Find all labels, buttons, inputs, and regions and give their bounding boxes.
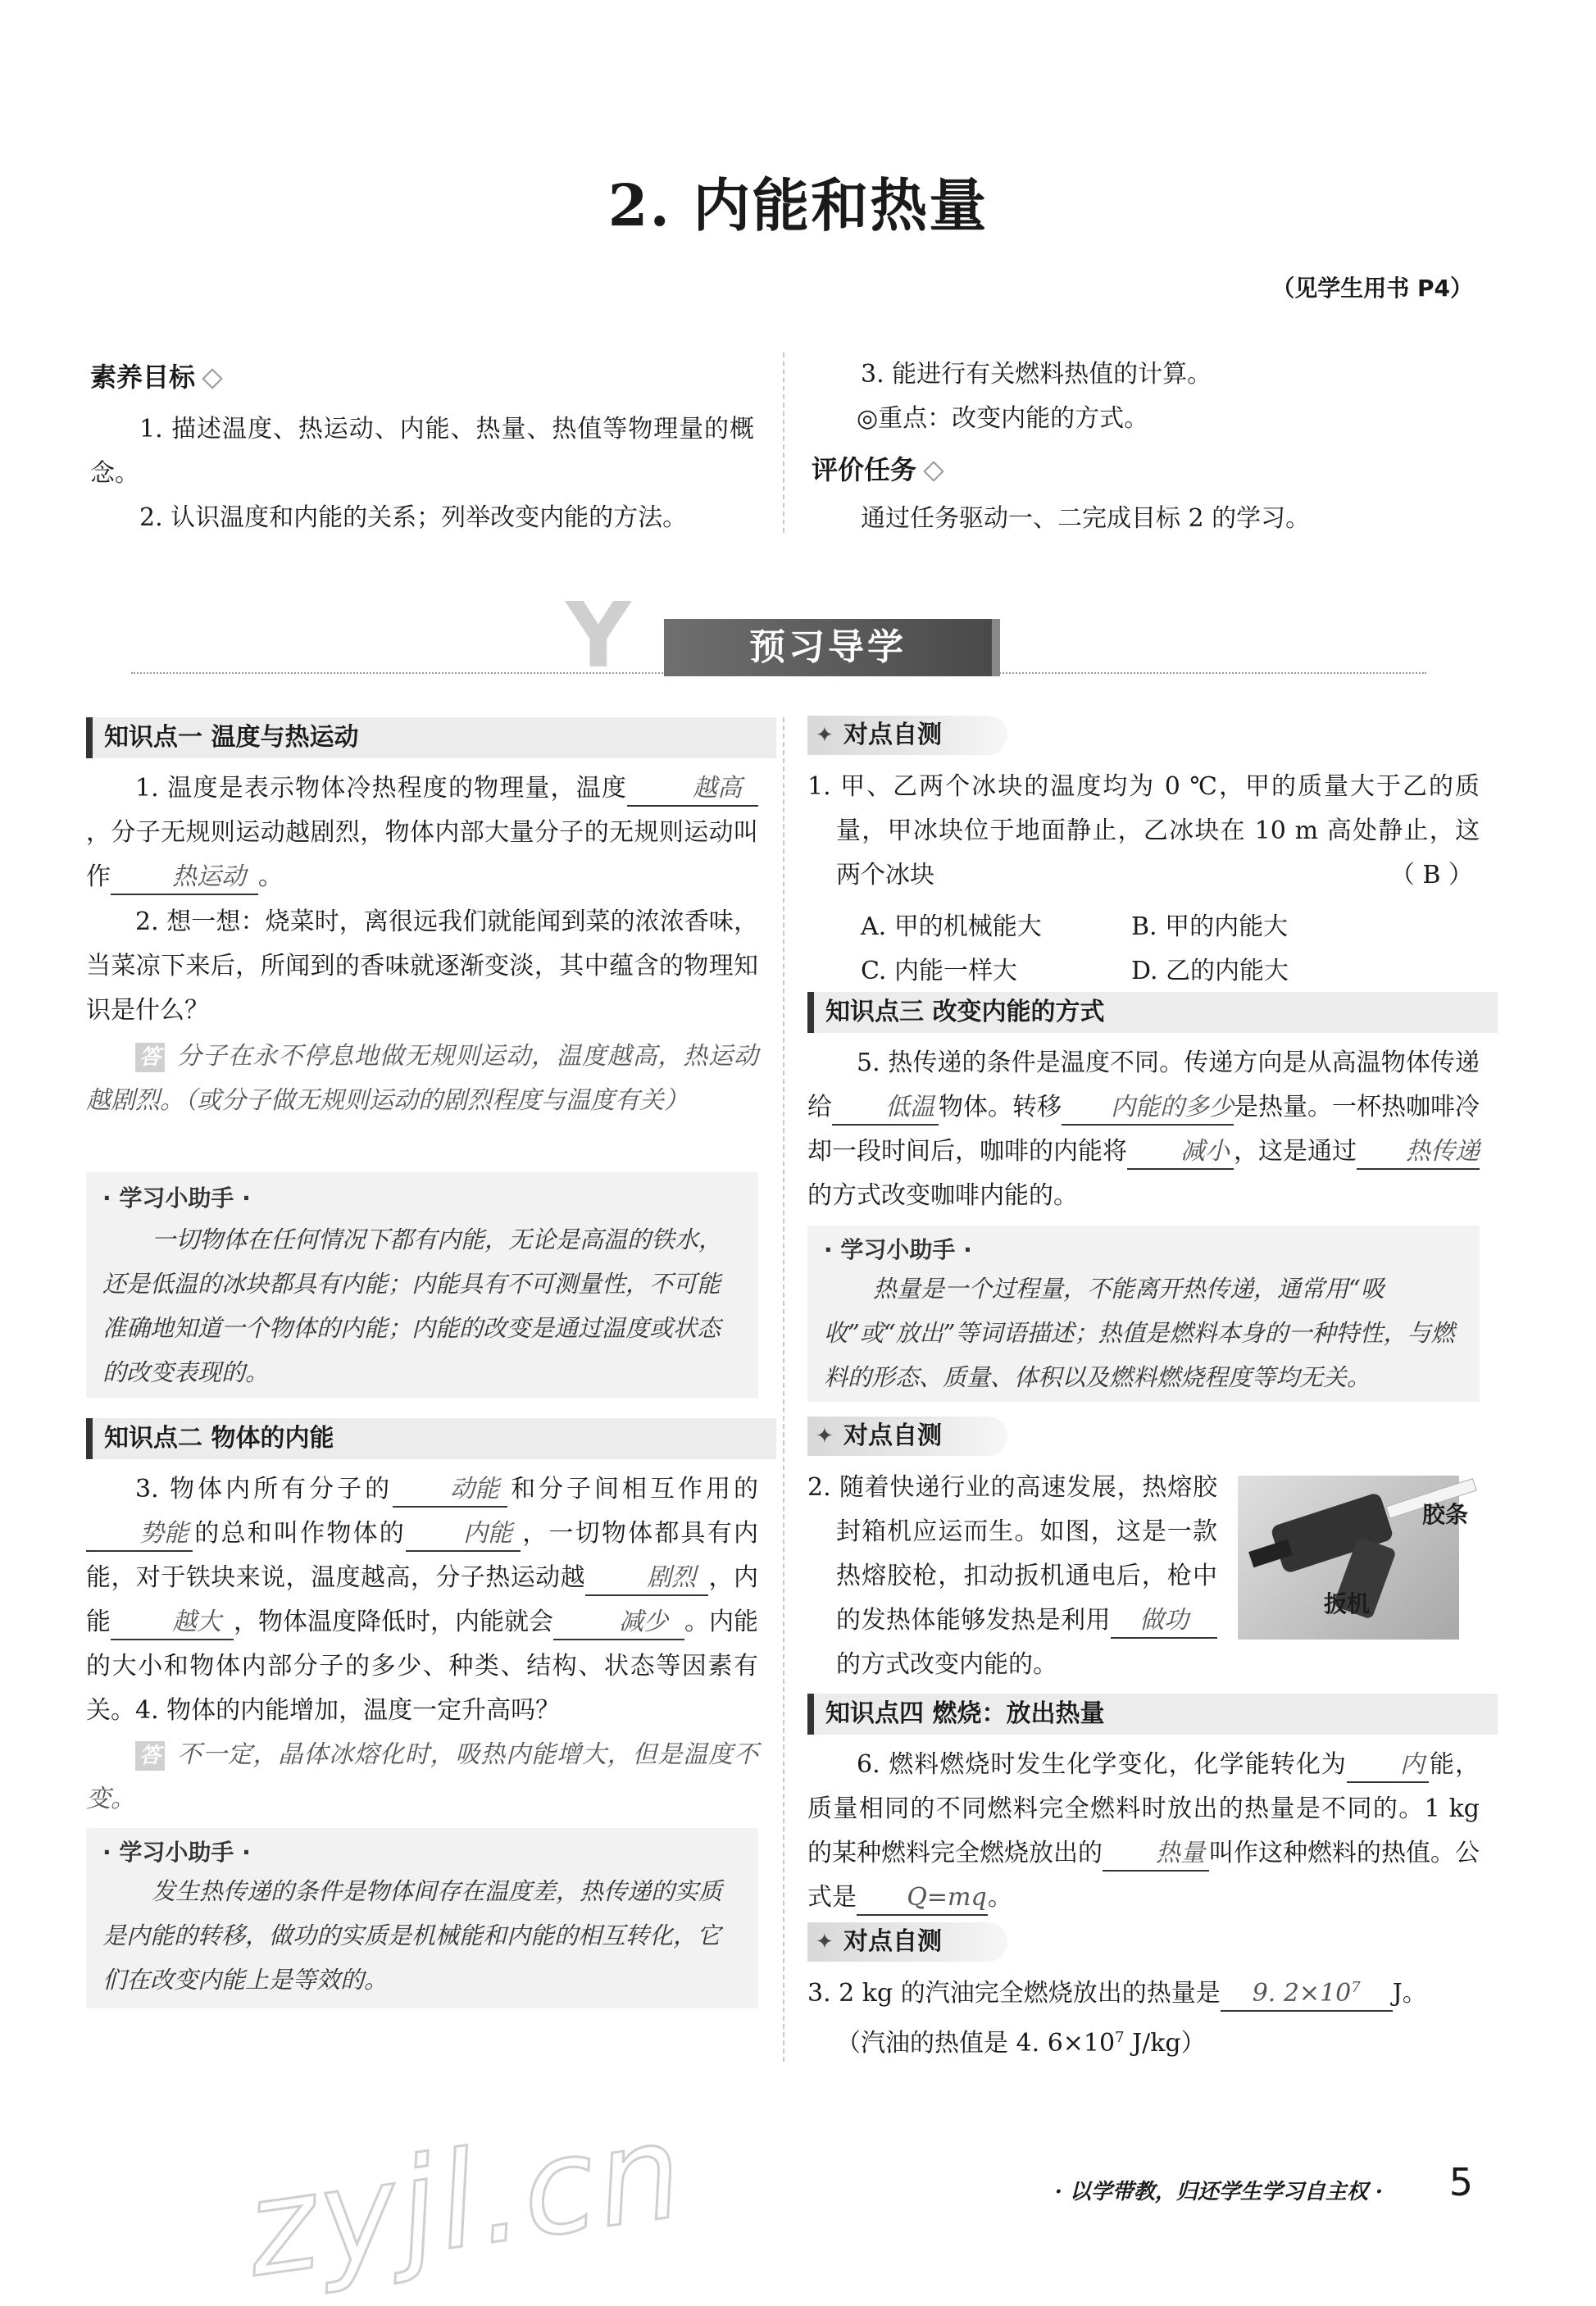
self-test-heading-3: ✦ 对点自测 bbox=[807, 1922, 1007, 1962]
answer-blank: 势能 bbox=[86, 1517, 193, 1552]
footer-motto: · 以学带教，归还学生学习自主权 · bbox=[1054, 2180, 1383, 2204]
key-point: ◎重点：改变内能的方式。 bbox=[857, 404, 1149, 433]
watermark: zyjl.cn bbox=[237, 2093, 694, 2306]
answer-blank: 内 bbox=[1347, 1749, 1429, 1783]
answer-blank: 热传递 bbox=[1357, 1135, 1480, 1170]
answer-blank: 低温 bbox=[832, 1091, 939, 1126]
option-a: A. 甲的机械能大 bbox=[861, 912, 1042, 941]
helper-title: · 学习小助手 · bbox=[102, 1839, 251, 1866]
answer-blank: 内能的多少 bbox=[1062, 1091, 1234, 1126]
goal-item-3: 3. 能进行有关燃料热值的计算。 bbox=[861, 360, 1212, 389]
helper-title: · 学习小助手 · bbox=[102, 1185, 251, 1212]
label-glue-stick: 胶条 bbox=[1422, 1501, 1469, 1528]
test-question-1: 1. 甲、乙两个冰块的温度均为 0 ℃，甲的质量大于乙的质量，甲冰块位于地面静止，乙冰块在 10 m 高处静止，这两个冰块 bbox=[807, 772, 1480, 889]
page-title: 2. 内能和热量 bbox=[607, 171, 989, 239]
knowledge-point-3: 知识点三 改变内能的方式 bbox=[807, 992, 1498, 1033]
self-test-heading-1: ✦ 对点自测 bbox=[807, 716, 1007, 755]
goal-item-2: 2. 认识温度和内能的关系；列举改变内能的方法。 bbox=[139, 503, 688, 532]
helper-box-1 bbox=[86, 1172, 758, 1398]
eval-heading: 评价任务 bbox=[812, 449, 941, 487]
knowledge-point-4: 知识点四 燃烧：放出热量 bbox=[807, 1694, 1498, 1735]
test-question-2: 2. 随着快递行业的高速发展，热熔胶封箱机应运而生。如图，这是一款热熔胶枪，扣动扳机通电后，枪中的发热体能够发热是利用 做功的方式改变内能的。 bbox=[807, 1473, 1217, 1679]
answer-blank: 9. $2\times 10^7$ bbox=[1221, 1972, 1393, 2012]
answer-tag: 答 bbox=[135, 1741, 165, 1771]
helper-title: · 学习小助手 · bbox=[824, 1236, 972, 1263]
answer-blank: Q=mq bbox=[857, 1881, 988, 1916]
question-4: 4. 物体的内能增加，温度一定升高吗？ bbox=[135, 1696, 561, 1725]
page-number: 5 bbox=[1448, 2160, 1473, 2204]
answer-blank: 热运动 bbox=[111, 861, 258, 895]
helper-text: 热量是一个过程量，不能离开热传递，通常用“吸收”或“放出”等词语描述；热值是燃料本身的一种特性，与燃料的形态、质量、体积以及燃料燃烧程度等均无关。 bbox=[824, 1275, 1455, 1391]
answer-blank: 动能 bbox=[393, 1473, 507, 1508]
goal-item-1: 1. 描述温度、热运动、内能、热量、热值等物理量的概念。 bbox=[90, 415, 754, 488]
diamond-icon bbox=[202, 368, 222, 389]
test-question-3: 3. 2 kg 的汽油完全燃烧放出的热量是 9. $2\times 10^7$ J。 bbox=[807, 1972, 1480, 2016]
answer-blank: 剧烈 bbox=[585, 1562, 708, 1596]
question-6: 6. 燃料燃烧时发生化学变化，化学能转化为 内 能，质量相同的不同燃料完全燃料时放出的热量是不同的。1 kg 的某种燃料完全燃烧放出的 热量 叫作这种燃料的热值。公式是 Q=mq。 bbox=[807, 1743, 1480, 1920]
answer-blank: 越高 bbox=[627, 772, 758, 807]
test-note-3: （汽油的热值是 4. $6\times 10^7$ J/kg） bbox=[836, 2029, 1206, 2058]
banner-letter: Y bbox=[566, 583, 631, 688]
column-divider bbox=[783, 717, 784, 2062]
answer-blank: 越大 bbox=[111, 1606, 234, 1640]
question-1: 1. 温度是表示物体冷热程度的物理量，温度 越高，分子无规则运动越剧烈，物体内部大量分子的无规则运动叫作 热运动 。 bbox=[86, 766, 758, 899]
answer-blank: 减少 bbox=[553, 1606, 684, 1640]
helper-box-3 bbox=[807, 1226, 1480, 1402]
answer-blank: 做功 bbox=[1111, 1604, 1217, 1639]
label-trigger: 扳机 bbox=[1324, 1590, 1371, 1617]
answer-tag: 答 bbox=[135, 1043, 165, 1072]
self-test-heading-2: ✦ 对点自测 bbox=[807, 1417, 1007, 1456]
test-answer-1: （ B ） bbox=[1389, 861, 1473, 889]
option-d: D. 乙的内能大 bbox=[1131, 957, 1289, 985]
helper-box-2 bbox=[86, 1828, 758, 2008]
answer-blank: 热量 bbox=[1103, 1837, 1209, 1872]
goals-divider bbox=[783, 352, 784, 533]
question-5: 5. 热传递的条件是温度不同。传递方向是从高温物体传递给 低温 物体。转移 内能的多少是热量。一杯热咖啡冷却一段时间后，咖啡的内能将 减小 ，这是通过 热传递的方式改变咖啡内能的。 bbox=[807, 1048, 1480, 1210]
section-banner: 预习导学 bbox=[664, 619, 1000, 676]
answer-blank: 内能 bbox=[406, 1517, 521, 1552]
book-reference: （见学生用书 P4） bbox=[1271, 275, 1473, 302]
question-3: 3. 物体内所有分子的 动能 和分子间相互作用的势能 的总和叫作物体的 内能 ，一切物体都具有内能，对于铁块来说，温度越高，分子热运动越 剧烈 ，内能 越大 ，物体温度降低时，内能就会 减少 。内能的大小和物体内部分子的多少、种类、结构、状态等因素有关。 bbox=[86, 1475, 759, 1725]
helper-text: 发生热传递的条件是物体间存在温度差，热传递的实质是内能的转移，做功的实质是机械能和内能的相互转化，它们在改变内能上是等效的。 bbox=[102, 1877, 723, 1994]
knowledge-point-1: 知识点一 温度与热运动 bbox=[86, 717, 776, 758]
option-c: C. 内能一样大 bbox=[861, 957, 1017, 985]
answer-blank: 减小 bbox=[1127, 1135, 1234, 1170]
goals-heading: 素养目标 bbox=[90, 357, 220, 394]
diamond-icon bbox=[923, 461, 944, 481]
helper-text: 一切物体在任何情况下都有内能，无论是高温的铁水，还是低温的冰块都具有内能；内能具有不可测量性，不可能准确地知道一个物体的内能；内能的改变是通过温度或状态的改变表现的。 bbox=[102, 1226, 723, 1386]
knowledge-point-2: 知识点二 物体的内能 bbox=[86, 1418, 776, 1459]
eval-text: 通过任务驱动一、二完成目标 2 的学习。 bbox=[861, 504, 1311, 533]
question-2: 2. 想一想：烧菜时，离很远我们就能闻到菜的浓浓香味，当菜凉下来后，所闻到的香味就逐渐变淡，其中蕴含的物理知识是什么？ bbox=[86, 907, 758, 1025]
option-b: B. 甲的内能大 bbox=[1131, 912, 1289, 941]
answer-2: 答 分子在永不停息地做无规则运动，温度越高，热运动越剧烈。（或分子做无规则运动的剧烈程度与温度有关） bbox=[86, 1042, 758, 1115]
answer-4: 答 不一定，晶体冰熔化时，吸热内能增大，但是温度不变。 bbox=[86, 1740, 758, 1813]
